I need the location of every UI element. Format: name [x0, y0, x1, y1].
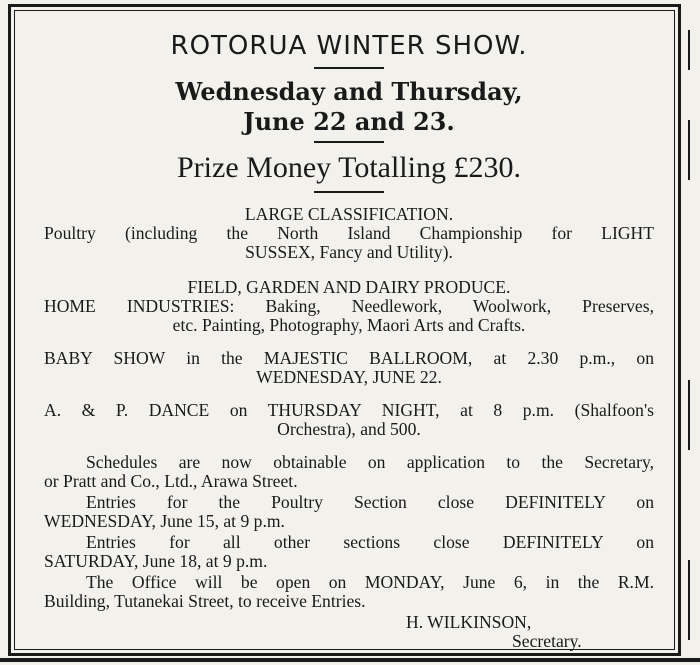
dance	[44, 401, 654, 439]
dates-line-1: Wednesday and Thursday,	[175, 77, 523, 106]
office-hours	[44, 573, 654, 611]
large-line-2: SUSSEX, Fancy and Utility).	[245, 242, 453, 262]
baby-line-1: BABY SHOW in the MAJESTIC BALLROOM, at 2.30 p.m., on	[44, 348, 654, 368]
large-heading: LARGE CLASSIFICATION.	[244, 204, 454, 224]
other-line-2: SATURDAY, June 18, at 9 p.m.	[44, 551, 268, 571]
baby-show	[44, 349, 654, 387]
other-line-1: Entries for all other sections close DEFINITELY on	[86, 532, 654, 552]
divider	[314, 191, 384, 193]
ad-title: ROTORUA WINTER SHOW.	[170, 31, 528, 61]
divider	[314, 141, 384, 143]
column-rule-mark	[688, 380, 690, 450]
dates-line-2: June 22 and 23.	[243, 107, 455, 136]
field-heading: FIELD, GARDEN AND DAIRY PRODUCE.	[187, 277, 511, 297]
column-rule-mark	[688, 560, 690, 640]
prize-money: Prize Money Totalling £230.	[177, 151, 521, 184]
office-line-1: The Office will be open on MONDAY, June 6, in the R.M.	[86, 572, 654, 592]
dance-line-1: A. & P. DANCE on THURSDAY NIGHT, at 8 p.m. (Shalfoon's	[44, 400, 654, 420]
divider	[314, 67, 384, 69]
signature-role: Secretary.	[512, 631, 582, 651]
field-line-2: etc. Painting, Photography, Maori Arts and Crafts.	[172, 315, 526, 335]
field-line-1: HOME INDUSTRIES: Baking, Needlework, Woolwork, Preserves,	[44, 296, 654, 316]
show-dates	[44, 77, 654, 137]
column-rule-mark	[688, 30, 690, 70]
other-entries	[44, 533, 654, 571]
poultry-line-1: Entries for the Poultry Section close DEFINITELY on	[86, 492, 654, 512]
baby-line-2: WEDNESDAY, JUNE 22.	[256, 367, 442, 387]
dance-line-2: Orchestra), and 500.	[277, 419, 421, 439]
poultry-line-2: WEDNESDAY, June 15, at 9 p.m.	[44, 511, 285, 531]
column-rule-mark	[688, 120, 690, 180]
schedules-line-2: or Pratt and Co., Ltd., Arawa Street.	[44, 471, 298, 491]
large-classification	[44, 205, 654, 262]
office-line-2: Building, Tutanekai Street, to receive Entries.	[44, 591, 366, 611]
field-garden-section	[44, 278, 654, 335]
schedules	[44, 453, 654, 491]
signature-name: H. WILKINSON,	[406, 612, 532, 632]
signature	[44, 613, 654, 651]
large-line-1: Poultry (including the North Island Championship for LIGHT	[44, 223, 654, 243]
bottom-rule	[0, 658, 700, 662]
advertisement	[44, 22, 654, 651]
poultry-entries	[44, 493, 654, 531]
schedules-line-1: Schedules are now obtainable on application to the Secretary,	[86, 452, 654, 472]
